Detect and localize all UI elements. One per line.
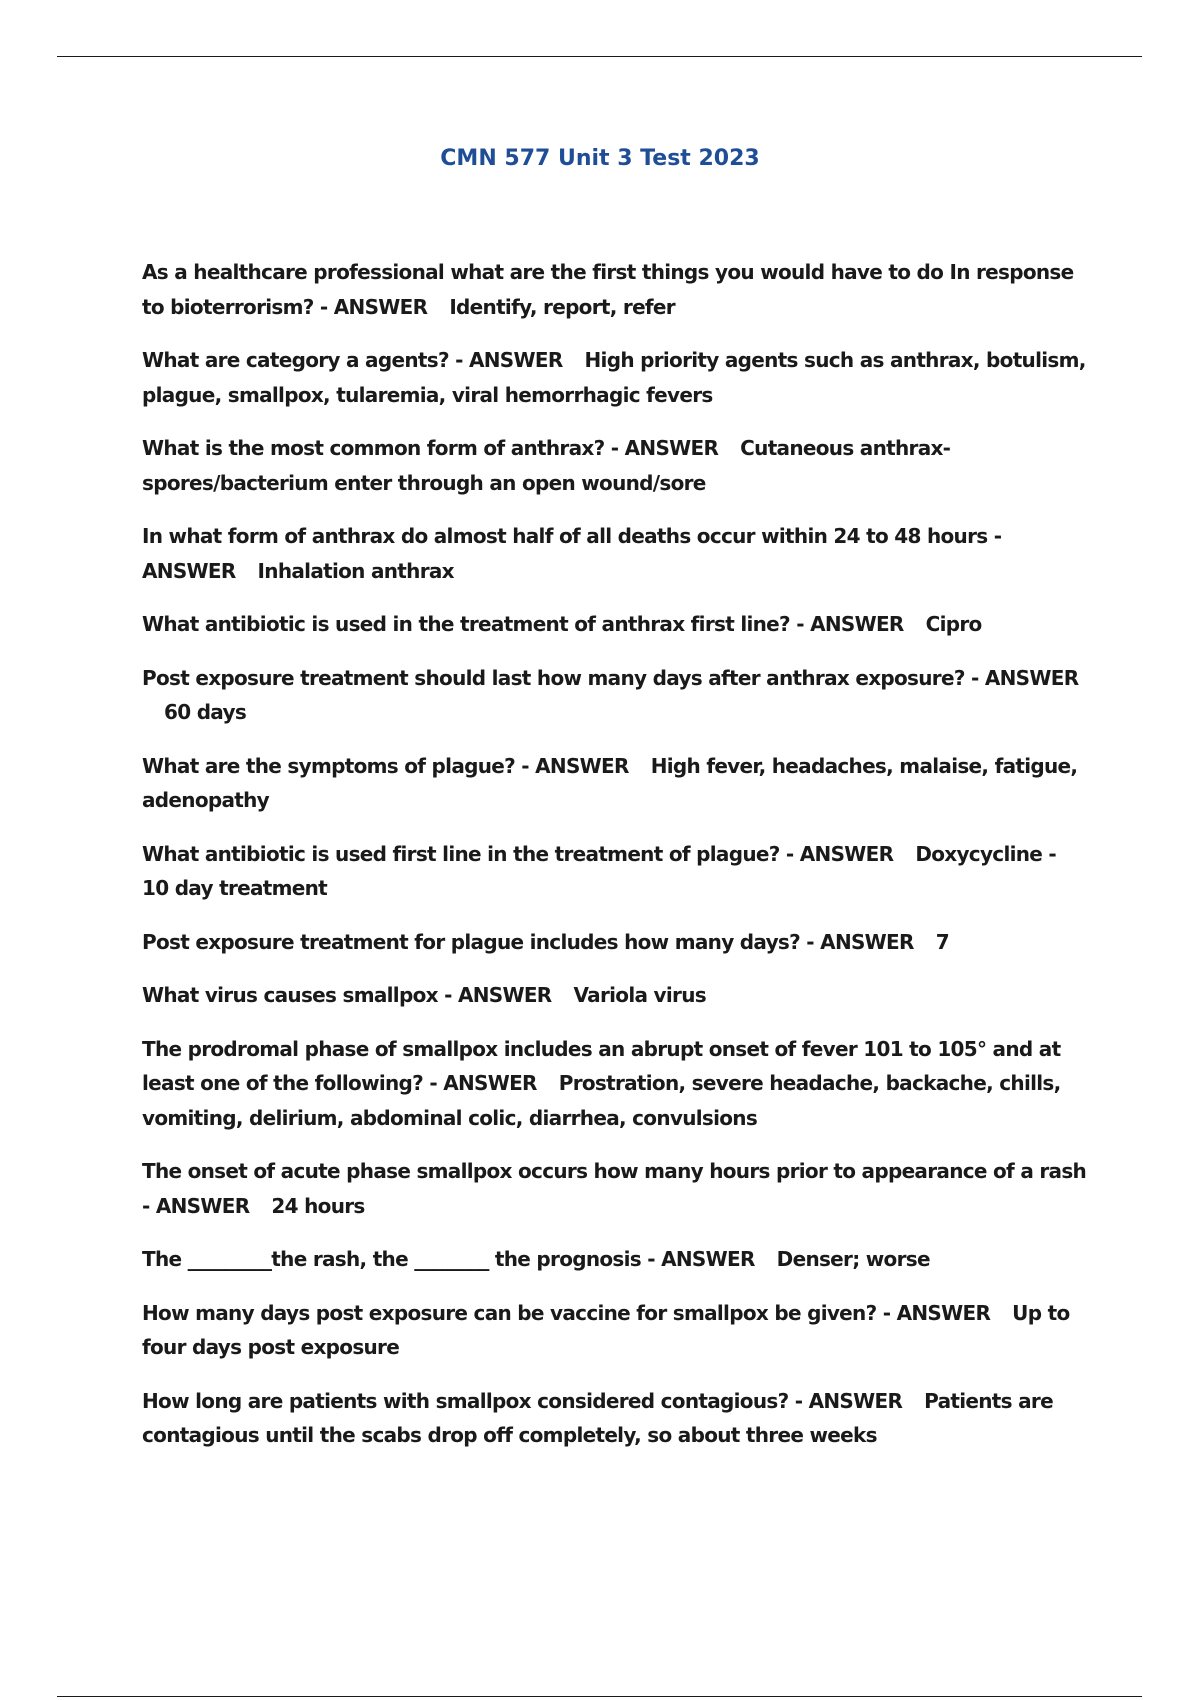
qa-item <box>142 837 1088 906</box>
question-text: The onset of acute phase smallpox occurs how many hours prior to appearance of a rash - ANSWER <box>142 1159 1087 1218</box>
qa-item <box>142 431 1088 500</box>
question-text: The _________the rash, the ________ the prognosis - ANSWER <box>142 1247 755 1271</box>
answer-text: Doxycycline - 10 day treatment <box>142 841 1057 900</box>
bottom-rule <box>57 1696 1142 1697</box>
qa-item <box>142 343 1088 412</box>
top-rule <box>57 56 1142 57</box>
answer-text: Identify, report, refer <box>449 294 675 319</box>
page-title: CMN 577 Unit 3 Test 2023 <box>440 146 760 171</box>
answer-text: Cutaneous anthrax-spores/bacterium enter through an open wound/sore <box>142 436 951 495</box>
question-text: What are the symptoms of plague? - ANSWER <box>142 753 629 778</box>
qa-item <box>142 1296 1088 1365</box>
answer-text: Variola virus <box>573 983 706 1007</box>
question-text: How many days post exposure can be vaccine for smallpox be given? - ANSWER <box>142 1300 991 1325</box>
qa-item <box>142 1154 1088 1223</box>
answer-text: 60 days <box>164 700 247 724</box>
question-text: What antibiotic is used in the treatment of anthrax first line? - ANSWER <box>142 612 904 636</box>
answer-text: 7 <box>935 929 949 954</box>
answer-text: High fever, headaches, malaise, fatigue, adenopathy <box>142 753 1078 812</box>
answer-text: Prostration, severe headache, backache, chills, vomiting, delirium, abdominal colic, diarrhea, convulsions <box>142 1071 1061 1130</box>
qa-item <box>142 749 1088 818</box>
qa-item <box>142 1032 1088 1136</box>
answer-text: Up to four days post exposure <box>142 1300 1070 1359</box>
question-text: What is the most common form of anthrax? - ANSWER <box>142 436 719 460</box>
question-text: What virus causes smallpox - ANSWER <box>142 983 552 1007</box>
question-text: Post exposure treatment for plague includes how many days? - ANSWER <box>142 929 914 954</box>
qa-item <box>142 1242 1088 1277</box>
answer-text: Patients are contagious until the scabs drop off completely, so about three weeks <box>142 1388 1053 1447</box>
answer-text: High priority agents such as anthrax, botulism, plague, smallpox, tularemia, viral hemorrhagic fevers <box>142 348 1086 407</box>
qa-item <box>142 519 1088 588</box>
question-text: As a healthcare professional what are the first things you would have to do In response to bioterrorism? - ANSWER <box>142 260 1074 319</box>
qa-item <box>142 925 1088 960</box>
qa-item <box>142 978 1088 1013</box>
answer-text: Cipro <box>925 612 982 636</box>
qa-item <box>142 1384 1088 1453</box>
question-text: How long are patients with smallpox considered contagious? - ANSWER <box>142 1388 903 1413</box>
qa-list <box>142 255 1088 1472</box>
qa-item <box>142 607 1088 642</box>
question-text: The prodromal phase of smallpox includes an abrupt onset of fever 101 to 105° and at least one of the following? - ANSWER <box>142 1036 1061 1095</box>
question-text: Post exposure treatment should last how many days after anthrax exposure? - ANSWER <box>142 665 1079 690</box>
answer-text: 24 hours <box>271 1193 365 1218</box>
question-text: What are category a agents? - ANSWER <box>142 348 563 372</box>
question-text: In what form of anthrax do almost half of all deaths occur within 24 to 48 hours - ANSWER <box>142 524 1002 583</box>
qa-item <box>142 661 1088 730</box>
question-text: What antibiotic is used first line in the treatment of plague? - ANSWER <box>142 841 894 866</box>
qa-item <box>142 255 1088 324</box>
answer-text: Denser; worse <box>776 1247 930 1271</box>
answer-text: Inhalation anthrax <box>257 558 454 583</box>
